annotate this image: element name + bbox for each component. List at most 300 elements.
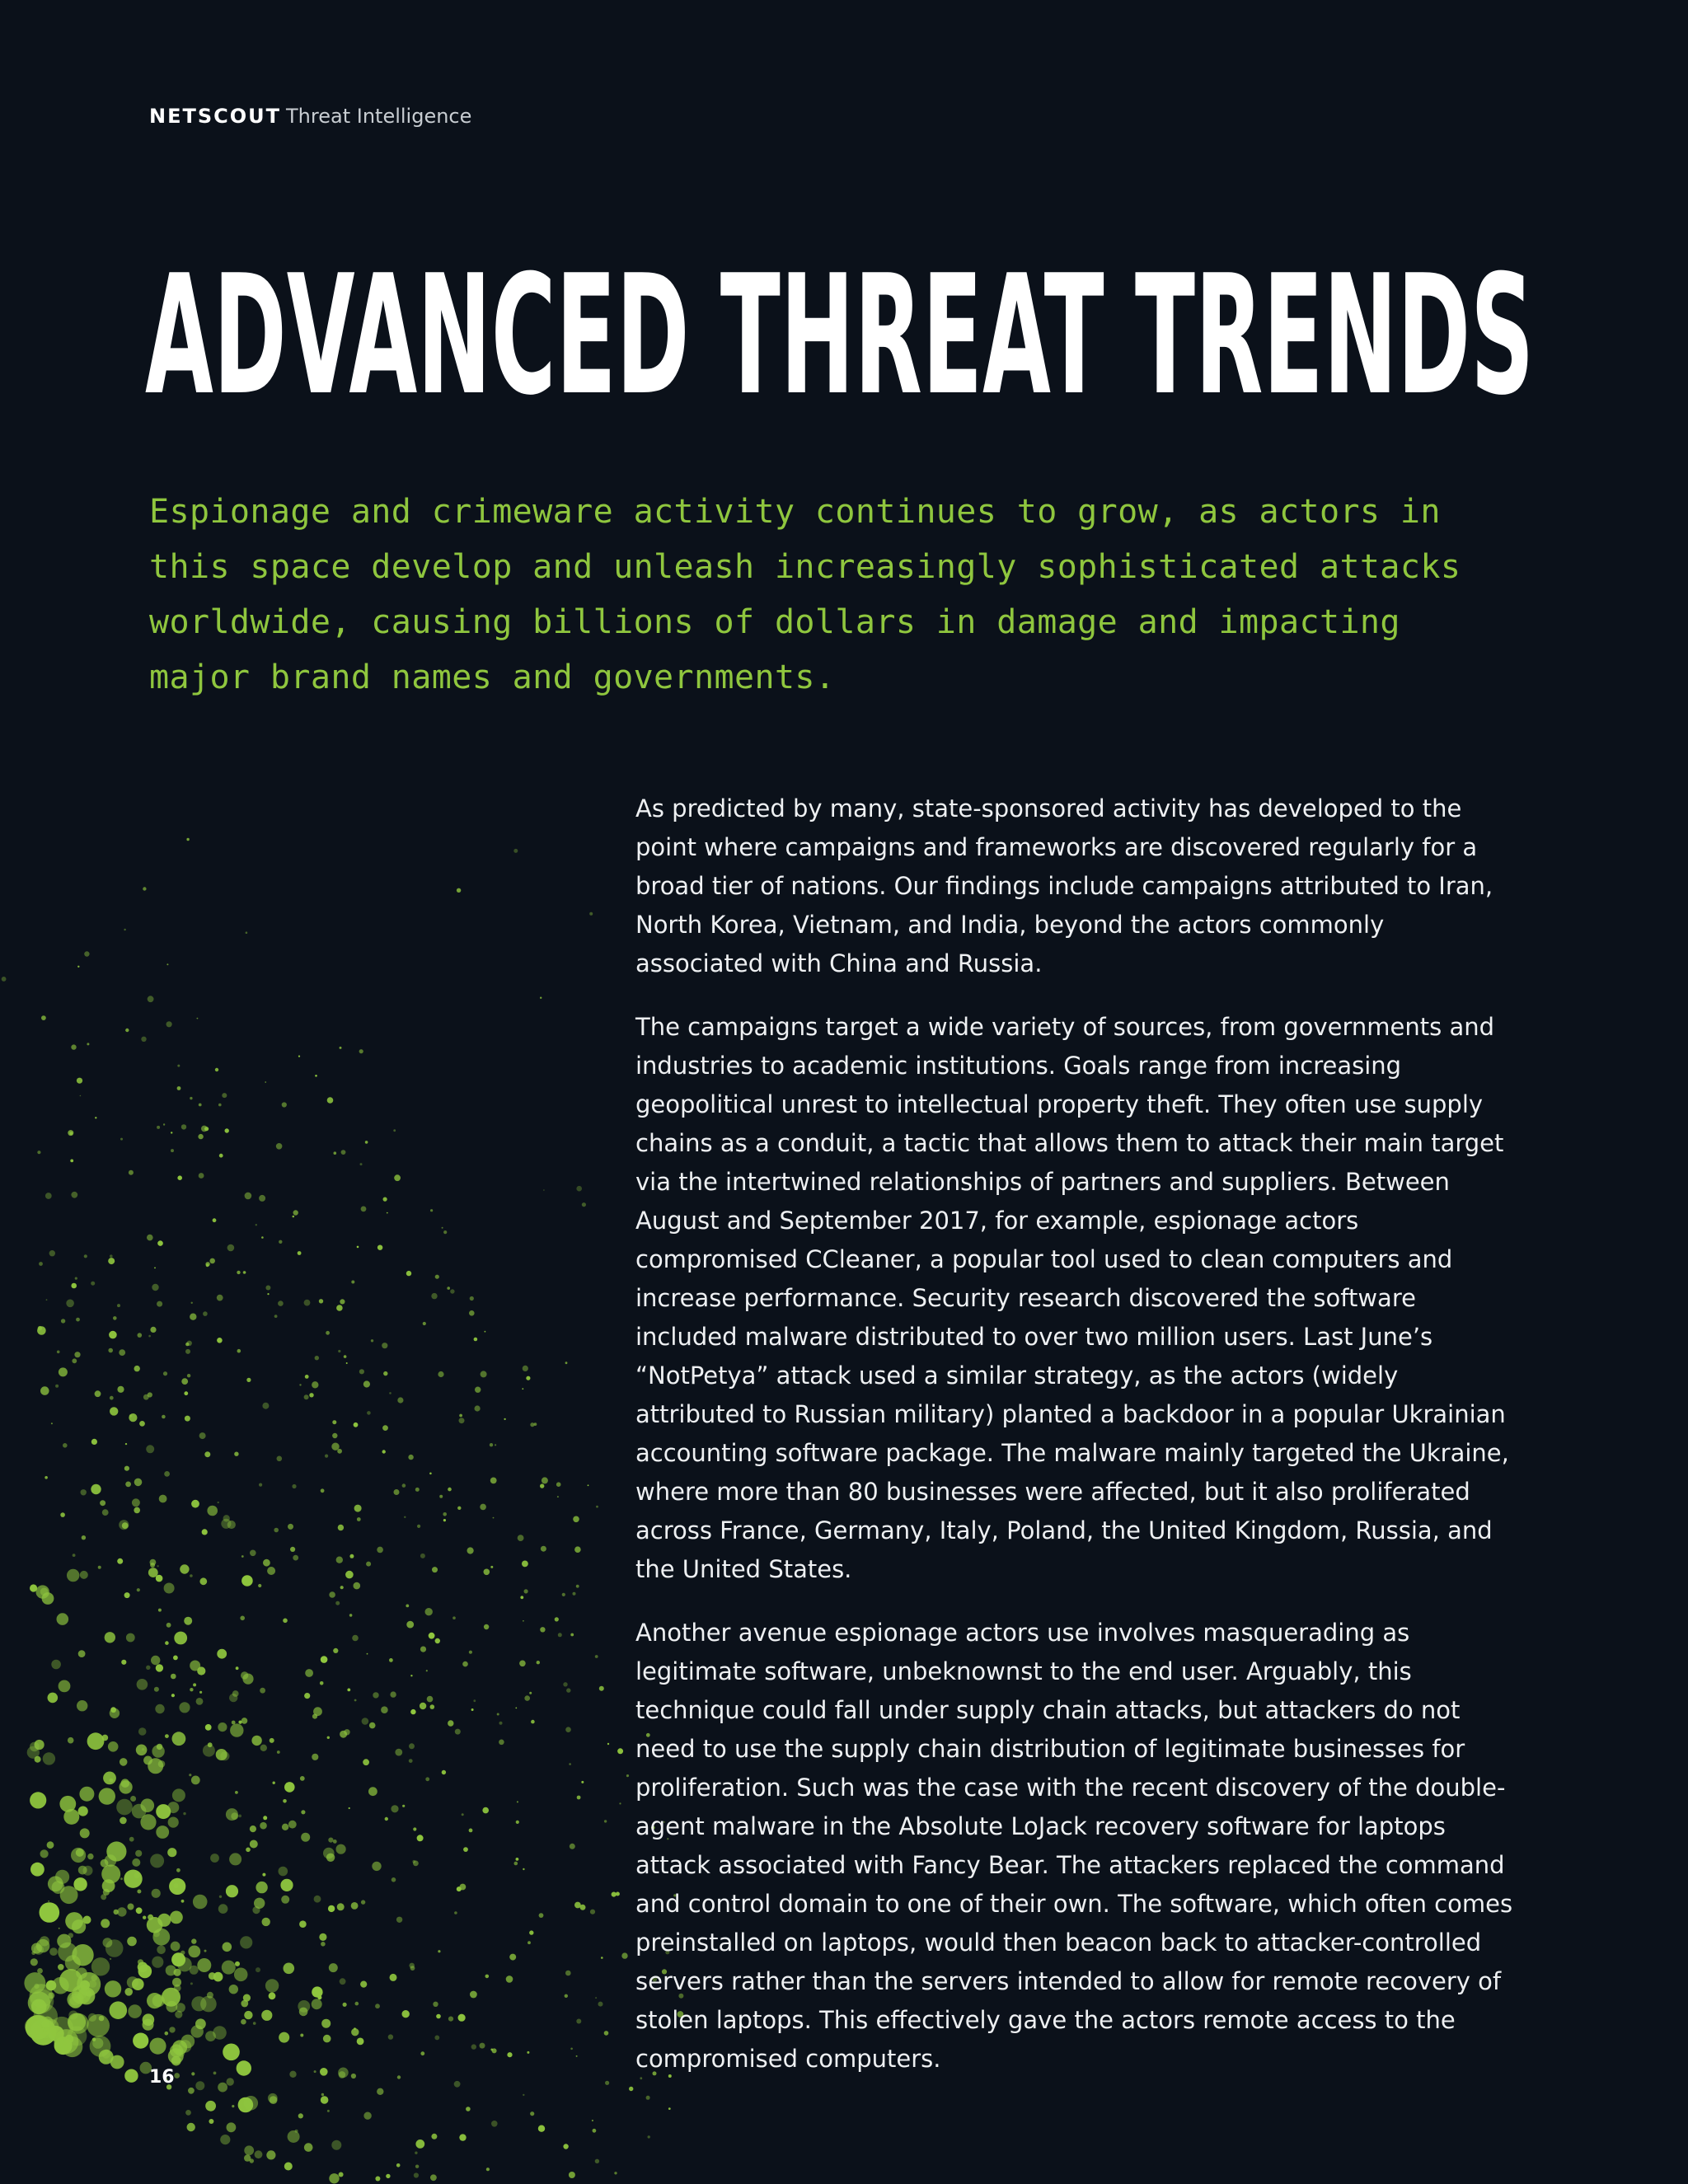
paint-droplet xyxy=(347,1689,350,1692)
paint-droplet xyxy=(213,2026,227,2040)
paint-droplet xyxy=(463,1847,468,1852)
paint-droplet xyxy=(172,1732,186,1746)
paint-droplet xyxy=(219,1154,223,1158)
paint-droplet xyxy=(250,1840,258,1849)
paint-droplet xyxy=(30,1584,37,1591)
paint-droplet xyxy=(469,1651,472,1654)
paint-droplet xyxy=(77,1700,87,1711)
paint-droplet xyxy=(190,1688,193,1691)
paint-droplet xyxy=(155,1704,164,1713)
body-paragraph: As predicted by many, state-sponsored activity has developed to the point where campaigns and frameworks are discovered regularly for a broad tier of nations. Our findings include campaigns attributed to Iran, North Korea, Vietnam, and India, beyond the actors commonly associated with China and Russia. xyxy=(635,794,1493,977)
paint-droplet xyxy=(48,1900,49,1902)
paint-droplet xyxy=(82,1535,86,1540)
paint-droplet xyxy=(433,2002,438,2007)
paint-droplet xyxy=(134,1366,140,1371)
paint-droplet xyxy=(328,1838,333,1843)
paint-droplet xyxy=(124,2069,138,2083)
paint-droplet xyxy=(329,1963,338,1972)
paint-droplet xyxy=(203,1311,208,1316)
paint-droplet xyxy=(304,1394,309,1399)
paint-droplet xyxy=(382,1425,388,1431)
paint-droplet xyxy=(420,1647,426,1652)
paint-droplet xyxy=(434,2036,439,2041)
paint-droplet xyxy=(245,1193,252,1200)
paint-droplet xyxy=(414,2172,419,2177)
paint-droplet xyxy=(263,1559,270,1567)
paint-droplet xyxy=(417,1835,424,1841)
paint-droplet xyxy=(460,1884,467,1891)
paint-droplet xyxy=(223,1943,232,1952)
paint-droplet xyxy=(59,1796,76,1812)
paint-droplet xyxy=(92,2038,96,2041)
paint-droplet xyxy=(75,1277,77,1280)
paint-droplet xyxy=(335,1601,340,1605)
paint-droplet xyxy=(128,1904,134,1910)
paint-droplet xyxy=(60,1886,78,1904)
paint-droplet xyxy=(420,1703,426,1709)
paint-droplet xyxy=(304,1300,311,1306)
paint-droplet xyxy=(475,1387,481,1393)
paint-droplet xyxy=(490,1566,493,1568)
paint-droplet xyxy=(520,1596,523,1599)
paint-droplet xyxy=(351,2074,356,2079)
paint-droplet xyxy=(274,1315,278,1318)
paint-droplet xyxy=(349,1614,353,1617)
paint-droplet xyxy=(215,1068,218,1071)
paint-droplet xyxy=(595,1655,598,1658)
paint-droplet xyxy=(146,1666,150,1670)
paint-droplet xyxy=(126,1633,135,1643)
paint-droplet xyxy=(410,1709,415,1714)
paint-droplet xyxy=(263,1816,267,1820)
paint-droplet xyxy=(283,1619,288,1624)
paint-droplet xyxy=(230,1723,243,1736)
paint-droplet xyxy=(191,1776,200,1785)
paint-droplet xyxy=(209,1258,215,1264)
paint-droplet xyxy=(110,2001,128,2019)
paint-droplet xyxy=(251,1736,261,1746)
paint-droplet xyxy=(309,1393,313,1397)
paint-droplet xyxy=(299,2008,308,2017)
paint-droplet xyxy=(40,1386,49,1395)
paint-droplet xyxy=(80,1095,82,1097)
paint-droplet xyxy=(220,2135,230,2144)
paint-droplet xyxy=(197,1018,199,1019)
paint-droplet xyxy=(226,1885,238,1897)
paint-droplet xyxy=(128,2004,142,2018)
paint-droplet xyxy=(238,2097,254,2113)
paint-droplet xyxy=(507,2052,512,2057)
paint-droplet xyxy=(185,1349,190,1354)
paint-droplet xyxy=(300,2034,303,2037)
paint-droplet xyxy=(51,1660,61,1670)
brand-name: NETSCOUT xyxy=(149,105,282,128)
paint-droplet xyxy=(265,1286,270,1291)
paint-droplet xyxy=(243,1271,246,1274)
paint-droplet xyxy=(605,2081,609,2085)
paint-droplet xyxy=(292,1484,296,1488)
paint-droplet xyxy=(110,1707,116,1713)
paint-droplet xyxy=(181,1900,185,1903)
paint-droplet xyxy=(337,1449,342,1454)
paint-droplet xyxy=(143,887,146,890)
paint-droplet xyxy=(359,1049,363,1053)
paint-droplet xyxy=(42,1592,54,1605)
paint-droplet xyxy=(570,2048,573,2050)
paint-droplet xyxy=(473,1699,476,1702)
paint-droplet xyxy=(125,1029,129,1032)
paint-droplet xyxy=(105,1980,121,1997)
paint-droplet xyxy=(469,1829,473,1833)
paint-droplet xyxy=(193,1895,208,1910)
paint-droplet xyxy=(304,1693,310,1699)
paint-droplet xyxy=(44,1903,59,1918)
paint-droplet xyxy=(105,1632,115,1643)
paint-droplet xyxy=(529,1930,533,1934)
paint-droplet xyxy=(359,1369,364,1374)
paint-droplet xyxy=(471,2044,476,2049)
paint-droplet xyxy=(41,1015,46,1020)
paint-droplet xyxy=(592,2120,593,2121)
paint-droplet xyxy=(165,2032,169,2036)
paint-droplet xyxy=(81,1489,87,1495)
paint-droplet xyxy=(333,1840,337,1844)
paint-droplet xyxy=(436,2014,441,2019)
paint-droplet xyxy=(65,1912,83,1930)
paint-droplet xyxy=(52,1977,69,1994)
paint-droplet xyxy=(197,1958,211,1972)
paint-droplet xyxy=(540,1627,545,1632)
paint-droplet xyxy=(190,1574,193,1577)
paint-droplet xyxy=(354,1422,359,1427)
paint-droplet xyxy=(125,1482,131,1488)
paint-droplet xyxy=(87,1854,93,1859)
paint-droplet xyxy=(102,1509,109,1516)
paint-droplet xyxy=(191,2072,195,2075)
paint-droplet xyxy=(336,1844,346,1854)
paint-droplet xyxy=(338,1350,340,1352)
paint-droplet xyxy=(382,1450,386,1453)
paint-droplet xyxy=(389,1392,392,1394)
paint-droplet xyxy=(153,1930,160,1937)
paint-droplet xyxy=(565,1361,568,1364)
paint-droplet xyxy=(319,1933,326,1941)
paint-droplet xyxy=(312,1999,322,2009)
body-text-column xyxy=(635,790,1517,2103)
paint-droplet xyxy=(261,2010,272,2021)
paint-droplet xyxy=(329,2173,339,2183)
paint-droplet xyxy=(226,1808,238,1821)
paint-droplet xyxy=(360,1981,367,1988)
paint-droplet xyxy=(204,1950,207,1952)
paint-droplet xyxy=(289,2071,296,2078)
paint-droplet xyxy=(37,1151,40,1154)
paint-droplet xyxy=(77,966,79,968)
paint-droplet xyxy=(95,1117,96,1118)
paint-droplet xyxy=(409,1759,413,1763)
paint-droplet xyxy=(185,2110,191,2116)
paint-droplet xyxy=(563,1682,567,1686)
paint-droplet xyxy=(188,2088,195,2094)
paint-droplet xyxy=(47,1841,54,1849)
paint-droplet xyxy=(429,1633,435,1639)
paint-droplet xyxy=(482,1807,489,1814)
paint-droplet xyxy=(524,1695,530,1701)
paint-droplet xyxy=(116,1799,133,1816)
paint-droplet xyxy=(514,1862,518,1866)
paint-droplet xyxy=(143,1756,152,1765)
paint-droplet xyxy=(166,2001,178,2013)
paint-droplet xyxy=(298,1056,300,1057)
paint-droplet xyxy=(102,1879,115,1892)
paint-droplet xyxy=(51,1422,53,1424)
paint-droplet xyxy=(277,1456,283,1462)
paint-droplet xyxy=(174,1985,181,1992)
paint-droplet xyxy=(199,1104,202,1107)
paint-droplet xyxy=(171,1942,181,1952)
paint-droplet xyxy=(423,1322,426,1325)
paint-droplet xyxy=(146,1445,154,1453)
paint-droplet xyxy=(288,1524,293,1530)
paint-droplet xyxy=(485,1331,486,1333)
paint-droplet xyxy=(392,1877,396,1882)
paint-droplet xyxy=(580,1905,586,1910)
paint-droplet xyxy=(199,1577,207,1585)
paint-droplet xyxy=(321,1942,326,1947)
paint-droplet xyxy=(195,2081,204,2090)
paint-droplet xyxy=(124,929,125,930)
paint-droplet xyxy=(34,1945,44,1955)
paint-droplet xyxy=(191,1500,199,1508)
paint-droplet xyxy=(454,1911,457,1915)
paint-droplet xyxy=(321,2019,331,2028)
paint-droplet xyxy=(471,1708,474,1711)
paint-droplet xyxy=(315,1075,317,1077)
paint-droplet xyxy=(173,1656,178,1661)
paint-droplet xyxy=(415,1488,420,1492)
page-title: ADVANCED THREAT TRENDS xyxy=(145,240,1535,432)
page-number: 16 xyxy=(149,2067,175,2088)
paint-droplet xyxy=(314,1896,321,1903)
paint-droplet xyxy=(175,2011,182,2018)
paint-droplet xyxy=(284,1963,295,1975)
paint-droplet xyxy=(110,1779,114,1783)
paint-droplet xyxy=(258,1584,261,1587)
paint-droplet xyxy=(284,1782,295,1793)
paint-droplet xyxy=(556,1482,561,1487)
paint-droplet xyxy=(45,1193,52,1199)
paint-droplet xyxy=(429,1473,432,1475)
paint-droplet xyxy=(110,1958,111,1960)
paint-droplet xyxy=(204,1127,209,1131)
paint-droplet xyxy=(87,2014,110,2037)
section-name: Threat Intelligence xyxy=(286,105,472,128)
paint-droplet xyxy=(499,1722,503,1725)
paint-droplet xyxy=(504,1418,505,1420)
paint-droplet xyxy=(59,1928,60,1929)
paint-droplet xyxy=(138,1959,143,1965)
paint-droplet xyxy=(67,1569,79,1582)
paint-droplet xyxy=(558,1633,562,1637)
paint-droplet xyxy=(357,2038,364,2046)
paint-droplet xyxy=(95,1390,101,1397)
paint-droplet xyxy=(363,1759,369,1765)
paint-droplet xyxy=(336,1557,343,1563)
paint-droplet xyxy=(530,2111,534,2116)
paint-droplet xyxy=(402,2010,410,2018)
paint-droplet xyxy=(87,1043,89,1045)
paint-droplet xyxy=(396,1917,402,1923)
paint-droplet xyxy=(582,1202,586,1207)
paint-droplet xyxy=(99,2050,114,2064)
paint-droplet xyxy=(216,1749,227,1760)
paint-droplet xyxy=(267,1567,275,1575)
paint-droplet xyxy=(397,1397,403,1403)
paint-droplet xyxy=(223,2044,240,2061)
paint-droplet xyxy=(67,2026,87,2046)
paint-droplet xyxy=(152,1889,161,1898)
paint-droplet xyxy=(313,1707,322,1716)
paint-droplet xyxy=(240,1616,245,1621)
document-header xyxy=(149,104,471,129)
paint-droplet xyxy=(352,1635,359,1642)
paint-droplet xyxy=(30,1792,46,1808)
paint-droplet xyxy=(84,951,89,956)
paint-droplet xyxy=(402,1805,405,1807)
paint-droplet xyxy=(323,2035,331,2043)
paint-droplet xyxy=(354,1582,361,1590)
paint-droplet xyxy=(540,1483,544,1488)
paint-droplet xyxy=(244,2011,252,2019)
paint-droplet xyxy=(450,1289,454,1293)
paint-droplet xyxy=(312,1381,318,1388)
paint-droplet xyxy=(425,1777,429,1781)
paint-droplet xyxy=(150,1559,157,1566)
paint-droplet xyxy=(124,1870,142,1888)
paint-droplet xyxy=(124,1988,133,1996)
paint-droplet xyxy=(241,1575,253,1586)
paint-droplet xyxy=(388,2034,393,2039)
paint-droplet xyxy=(71,1283,77,1289)
paint-droplet xyxy=(260,1822,267,1830)
paint-droplet xyxy=(459,2134,466,2140)
paint-droplet xyxy=(301,1833,310,1842)
paint-droplet xyxy=(101,1919,110,1928)
paint-droplet xyxy=(340,1047,342,1049)
paint-droplet xyxy=(595,2159,599,2163)
paint-droplet xyxy=(430,1704,435,1709)
paint-droplet xyxy=(457,888,461,893)
paint-droplet xyxy=(58,1943,77,1961)
paint-droplet xyxy=(45,1476,48,1479)
paint-droplet xyxy=(117,1386,124,1393)
paint-droplet xyxy=(382,1343,387,1348)
paint-droplet xyxy=(78,1650,86,1657)
paint-droplet xyxy=(325,1455,328,1458)
paint-droplet xyxy=(420,1554,425,1558)
paint-droplet xyxy=(509,1954,516,1961)
body-paragraph: Another avenue espionage actors use involves masquerading as legitimate software, unbeknownst to the end user. Arguably, this technique could fall under supply chain attacks, but attackers do not need to use the supply chain distribution of legitimate businesses for proliferation. Such was the case with the recent discovery of the double-agent malware in the Absolute LoJack recovery software for laptops attack associated with Fancy Bear. The attackers replaced the command and control domain to one of their own. The software, which often comes preinstalled on laptops, would then beacon back to attacker-controlled servers rather than the servers intended to allow for remote recovery of stolen laptops. This effectively gave the actors remote access to the compromised computers. xyxy=(635,1619,1513,2073)
paint-droplet xyxy=(219,1896,222,1898)
paint-droplet xyxy=(137,1679,148,1690)
paint-droplet xyxy=(426,1670,428,1671)
paint-droplet xyxy=(390,1691,396,1697)
paint-droplet xyxy=(250,1550,256,1557)
paint-droplet xyxy=(73,1554,76,1557)
paint-droplet xyxy=(327,1736,330,1739)
paint-droplet xyxy=(262,1403,269,1409)
paint-droplet xyxy=(541,1546,546,1552)
paint-droplet xyxy=(539,1913,544,1918)
paint-droplet xyxy=(339,2071,346,2079)
paint-droplet xyxy=(375,2004,380,2008)
paint-droplet xyxy=(349,1554,354,1558)
paint-droplet xyxy=(372,1862,381,1871)
paint-droplet xyxy=(250,1825,256,1832)
paint-droplet xyxy=(205,1724,212,1731)
paint-droplet xyxy=(626,1774,629,1777)
paint-droplet xyxy=(150,1854,164,1868)
paint-droplet xyxy=(590,1910,595,1915)
paint-droplet xyxy=(526,1376,530,1380)
paint-droplet xyxy=(279,1240,282,1244)
paint-droplet xyxy=(129,1837,134,1842)
paint-droplet xyxy=(415,2139,424,2149)
paint-droplet xyxy=(166,963,168,965)
paint-droplet xyxy=(300,1776,305,1781)
paint-droplet xyxy=(127,1937,137,1947)
paint-droplet xyxy=(397,2075,401,2079)
paint-droplet xyxy=(492,2048,497,2053)
paint-droplet xyxy=(417,1525,420,1528)
paint-droplet xyxy=(117,1907,126,1916)
paint-droplet xyxy=(448,1488,452,1492)
paint-droplet xyxy=(158,1609,162,1612)
paint-droplet xyxy=(157,1565,158,1567)
paint-droplet xyxy=(143,1916,146,1919)
paint-droplet xyxy=(431,1293,437,1299)
paint-droplet xyxy=(346,1362,348,1364)
paint-droplet xyxy=(485,1975,490,1979)
paint-droplet xyxy=(154,1268,156,1269)
paint-droplet xyxy=(569,1763,571,1765)
paint-droplet xyxy=(619,1802,621,1804)
paint-droplet xyxy=(523,1868,524,1870)
paint-droplet xyxy=(225,1128,229,1132)
paint-droplet xyxy=(282,1824,288,1830)
paint-droplet xyxy=(276,1143,283,1150)
paint-droplet xyxy=(381,1706,388,1713)
paint-droplet xyxy=(367,1411,371,1415)
paint-droplet xyxy=(320,1681,324,1685)
paint-droplet xyxy=(387,1212,388,1214)
paint-droplet xyxy=(563,2144,568,2149)
paint-droplet xyxy=(103,1772,116,1785)
paint-droplet xyxy=(522,1561,528,1568)
paint-droplet xyxy=(321,2093,324,2096)
paint-droplet xyxy=(171,1674,176,1680)
paint-droplet xyxy=(373,1692,378,1698)
paint-droplet xyxy=(298,1251,302,1255)
paint-droplet xyxy=(486,2168,490,2171)
paint-droplet xyxy=(573,1592,576,1596)
paint-droplet xyxy=(389,1658,393,1662)
paint-droplet xyxy=(299,1384,301,1385)
paint-droplet xyxy=(259,1483,262,1487)
paint-droplet xyxy=(361,1207,367,1212)
paint-droplet xyxy=(136,1745,148,1756)
paint-droplet xyxy=(327,1097,334,1104)
